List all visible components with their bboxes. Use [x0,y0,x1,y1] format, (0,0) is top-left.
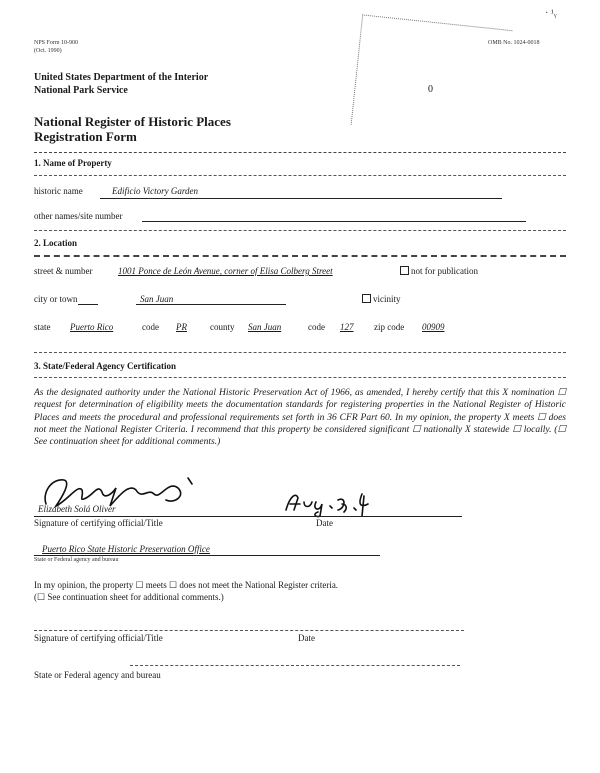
form-title-1: National Register of Historic Places [34,114,231,129]
field-line [130,665,460,666]
section-rule [34,377,566,378]
city-value: San Juan [140,294,174,304]
historic-name-value: Edificio Victory Garden [112,186,198,196]
field-line [100,198,502,199]
checkbox[interactable] [362,294,371,303]
agency-label-2: State or Federal agency and bureau [34,670,161,680]
section-1-heading: 1. Name of Property [34,158,112,168]
signature-label: Signature of certifying official/Title [34,518,163,528]
form-title-2: Registration Form [34,129,137,144]
state-label: state [34,322,51,332]
city-label: city or town [34,294,78,304]
county-code-label: code [308,322,325,332]
section-rule [34,175,566,176]
certification-paragraph: As the designated authority under the National Historic Preservation Act of 1966, as amended, I hereby certify that this X nomination ☐ request for determination of eligibility meets the documentation standards for registering properties in the National Register of Historic Places and meets the procedural and professional requirements set forth in 36 CFR Part 60. In my opinion, the property X meets ☐ does not meet the National Register Criteria. I recommend that this property be considered significant ☐ nationally X statewide ☐ locally. (☐ See continuation sheet for additional comments.) [34,388,566,448]
office-label: State or Federal agency and bureau [34,557,119,563]
section-3-heading: 3. State/Federal Agency Certification [34,361,176,371]
date-label: Date [316,518,333,528]
section-rule [34,352,566,353]
date-label-2: Date [298,633,315,643]
historic-name-label: historic name [34,186,83,196]
street-value: 1001 Ponce de León Avenue, corner of Elisa Colberg Street [118,266,333,276]
signature-line [34,630,464,631]
county-value: San Juan [248,322,282,332]
field-line [34,555,380,556]
opinion-line-1: In my opinion, the property ☐ meets ☐ does not meet the National Register criteria. [34,580,339,590]
signer-name: Elizabeth Solá Oliver [38,504,116,514]
received-stamp [351,14,513,140]
vicinity[interactable]: vicinity [362,294,401,304]
state-code-label: code [142,322,159,332]
section-rule [34,230,566,231]
office-value: Puerto Rico State Historic Preservation Office [42,544,210,554]
agency-line-2: National Park Service [34,85,128,96]
other-names-label: other names/site number [34,211,123,221]
zip-value: 00909 [422,322,445,332]
zip-label: zip code [374,322,405,332]
street-label: street & number [34,266,93,276]
state-code-value: PR [176,322,187,332]
agency-line-1: United States Department of the Interior [34,72,209,83]
not-for-publication[interactable]: not for publication [400,266,478,276]
state-value: Puerto Rico [70,322,114,332]
checkbox[interactable] [400,266,409,275]
county-label: county [210,322,235,332]
stamp-text: 0 [428,84,433,95]
form-id: NPS Form 10-900 [34,40,79,46]
section-rule [34,255,566,257]
section-rule [34,152,566,153]
field-line [136,304,286,305]
form-date: (Oct. 1990) [34,48,62,54]
field-line [78,304,98,305]
opinion-line-2: (☐ See continuation sheet for additional comments.) [34,592,224,602]
handwritten-date [282,486,372,520]
county-code-value: 127 [340,322,354,332]
page-corner-mark: · ¹ᵧ [545,8,557,19]
signature-line [34,516,462,517]
signature-label-2: Signature of certifying official/Title [34,633,163,643]
omb-number: OMB No. 1024-0018 [488,40,540,46]
field-line [142,221,526,222]
section-2-heading: 2. Location [34,238,78,248]
